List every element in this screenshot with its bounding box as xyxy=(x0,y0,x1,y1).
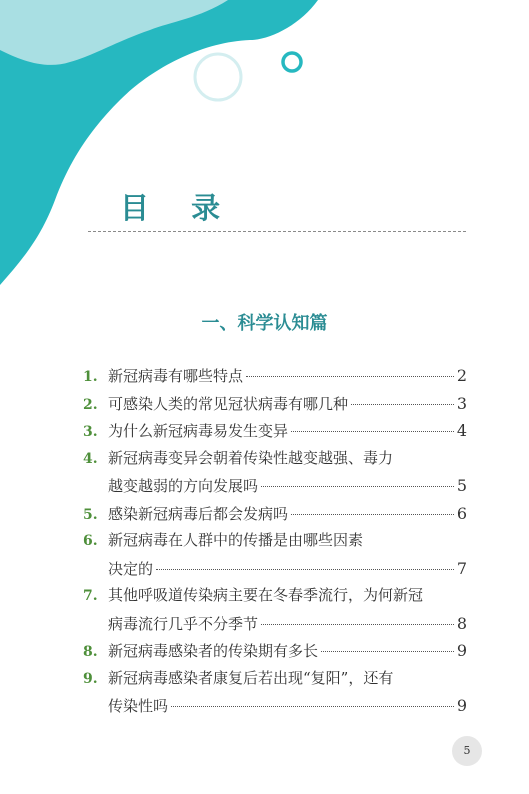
toc-entry-page: 8 xyxy=(456,613,467,633)
large-ring xyxy=(195,54,241,100)
toc-entry-line xyxy=(83,390,467,418)
toc-entry-text: 决定的 xyxy=(108,559,154,578)
toc-entry[interactable] xyxy=(83,582,467,637)
toc-entry-text: 新冠病毒在人群中的传播是由哪些因素 xyxy=(108,531,364,549)
toc-entry-page: 4 xyxy=(456,421,467,440)
toc-entry[interactable] xyxy=(83,500,467,528)
toc-entry-text: 感染新冠病毒后都会发病吗 xyxy=(108,504,289,523)
small-ring xyxy=(283,53,301,71)
decorative-waves xyxy=(0,0,529,300)
toc-entry-line xyxy=(83,417,467,445)
toc-entry-number: 7. xyxy=(83,588,98,604)
toc-entry-number: 4. xyxy=(83,450,98,467)
toc-entry-page: 3 xyxy=(456,393,467,413)
page-title: 目 录 xyxy=(120,191,237,225)
toc-entry[interactable] xyxy=(83,665,467,720)
toc-entry[interactable] xyxy=(83,445,467,500)
dot-leader xyxy=(321,651,454,652)
toc-entry-line xyxy=(83,692,467,720)
toc-entry[interactable] xyxy=(83,362,467,390)
section-heading: 一、科学认知篇 xyxy=(201,313,328,334)
dot-leader xyxy=(351,404,454,405)
toc-entry-page: 5 xyxy=(456,476,467,495)
toc-entry-line xyxy=(83,665,467,693)
toc-entry-text: 越变越弱的方向发展吗 xyxy=(108,477,259,495)
toc-entry-text: 传染性吗 xyxy=(108,697,169,715)
toc-entry-text: 可感染人类的常见冠状病毒有哪几种 xyxy=(108,394,349,413)
toc-entry-page: 9 xyxy=(456,641,467,660)
toc-entry-text: 为什么新冠病毒易发生变异 xyxy=(108,422,289,440)
toc-entry[interactable] xyxy=(83,417,467,445)
dot-leader xyxy=(246,376,454,377)
toc-entry-text: 新冠病毒感染者康复后若出现“复阳”，还有 xyxy=(108,668,394,687)
toc-entry-number: 6. xyxy=(83,533,98,549)
toc-entry-number: 8. xyxy=(83,644,98,660)
dot-leader xyxy=(261,486,454,487)
toc-entry-line xyxy=(83,555,467,583)
dot-leader xyxy=(156,569,454,570)
table-of-contents xyxy=(83,362,467,720)
toc-entry-text: 其他呼吸道传染病主要在冬春季流行，为何新冠 xyxy=(108,586,424,604)
toc-entry-line xyxy=(83,527,467,555)
dot-leader xyxy=(171,706,454,707)
toc-entry-text: 病毒流行几乎不分季节 xyxy=(108,614,259,633)
small-white-dot xyxy=(114,110,130,126)
toc-entry-text: 新冠病毒变异会朝着传染性越变越强、毒力 xyxy=(108,448,394,467)
title-divider xyxy=(88,231,466,232)
toc-entry-line xyxy=(83,582,467,610)
toc-entry-number: 9. xyxy=(83,670,98,687)
toc-entry-line xyxy=(83,472,467,500)
toc-entry-number: 1. xyxy=(83,369,98,385)
toc-entry-number: 3. xyxy=(83,424,98,440)
toc-entry-line xyxy=(83,637,467,665)
toc-entry-text: 新冠病毒有哪些特点 xyxy=(108,367,244,385)
toc-entry[interactable] xyxy=(83,390,467,418)
toc-entry[interactable] xyxy=(83,637,467,665)
dot-leader xyxy=(291,514,454,515)
toc-entry-page: 2 xyxy=(456,366,467,385)
dot-leader xyxy=(291,431,454,432)
dot-leader xyxy=(261,624,454,625)
toc-entry-page: 6 xyxy=(456,503,467,523)
toc-entry-number: 5. xyxy=(83,506,98,523)
toc-entry-line xyxy=(83,445,467,473)
toc-entry-number: 2. xyxy=(83,396,98,413)
toc-entry[interactable] xyxy=(83,527,467,582)
toc-entry-text: 新冠病毒感染者的传染期有多长 xyxy=(108,642,319,660)
toc-entry-line xyxy=(83,610,467,638)
toc-entry-page: 9 xyxy=(456,696,467,715)
toc-entry-line xyxy=(83,362,467,390)
toc-entry-line xyxy=(83,500,467,528)
page-number-badge: 5 xyxy=(452,736,482,766)
toc-entry-page: 7 xyxy=(456,558,467,578)
